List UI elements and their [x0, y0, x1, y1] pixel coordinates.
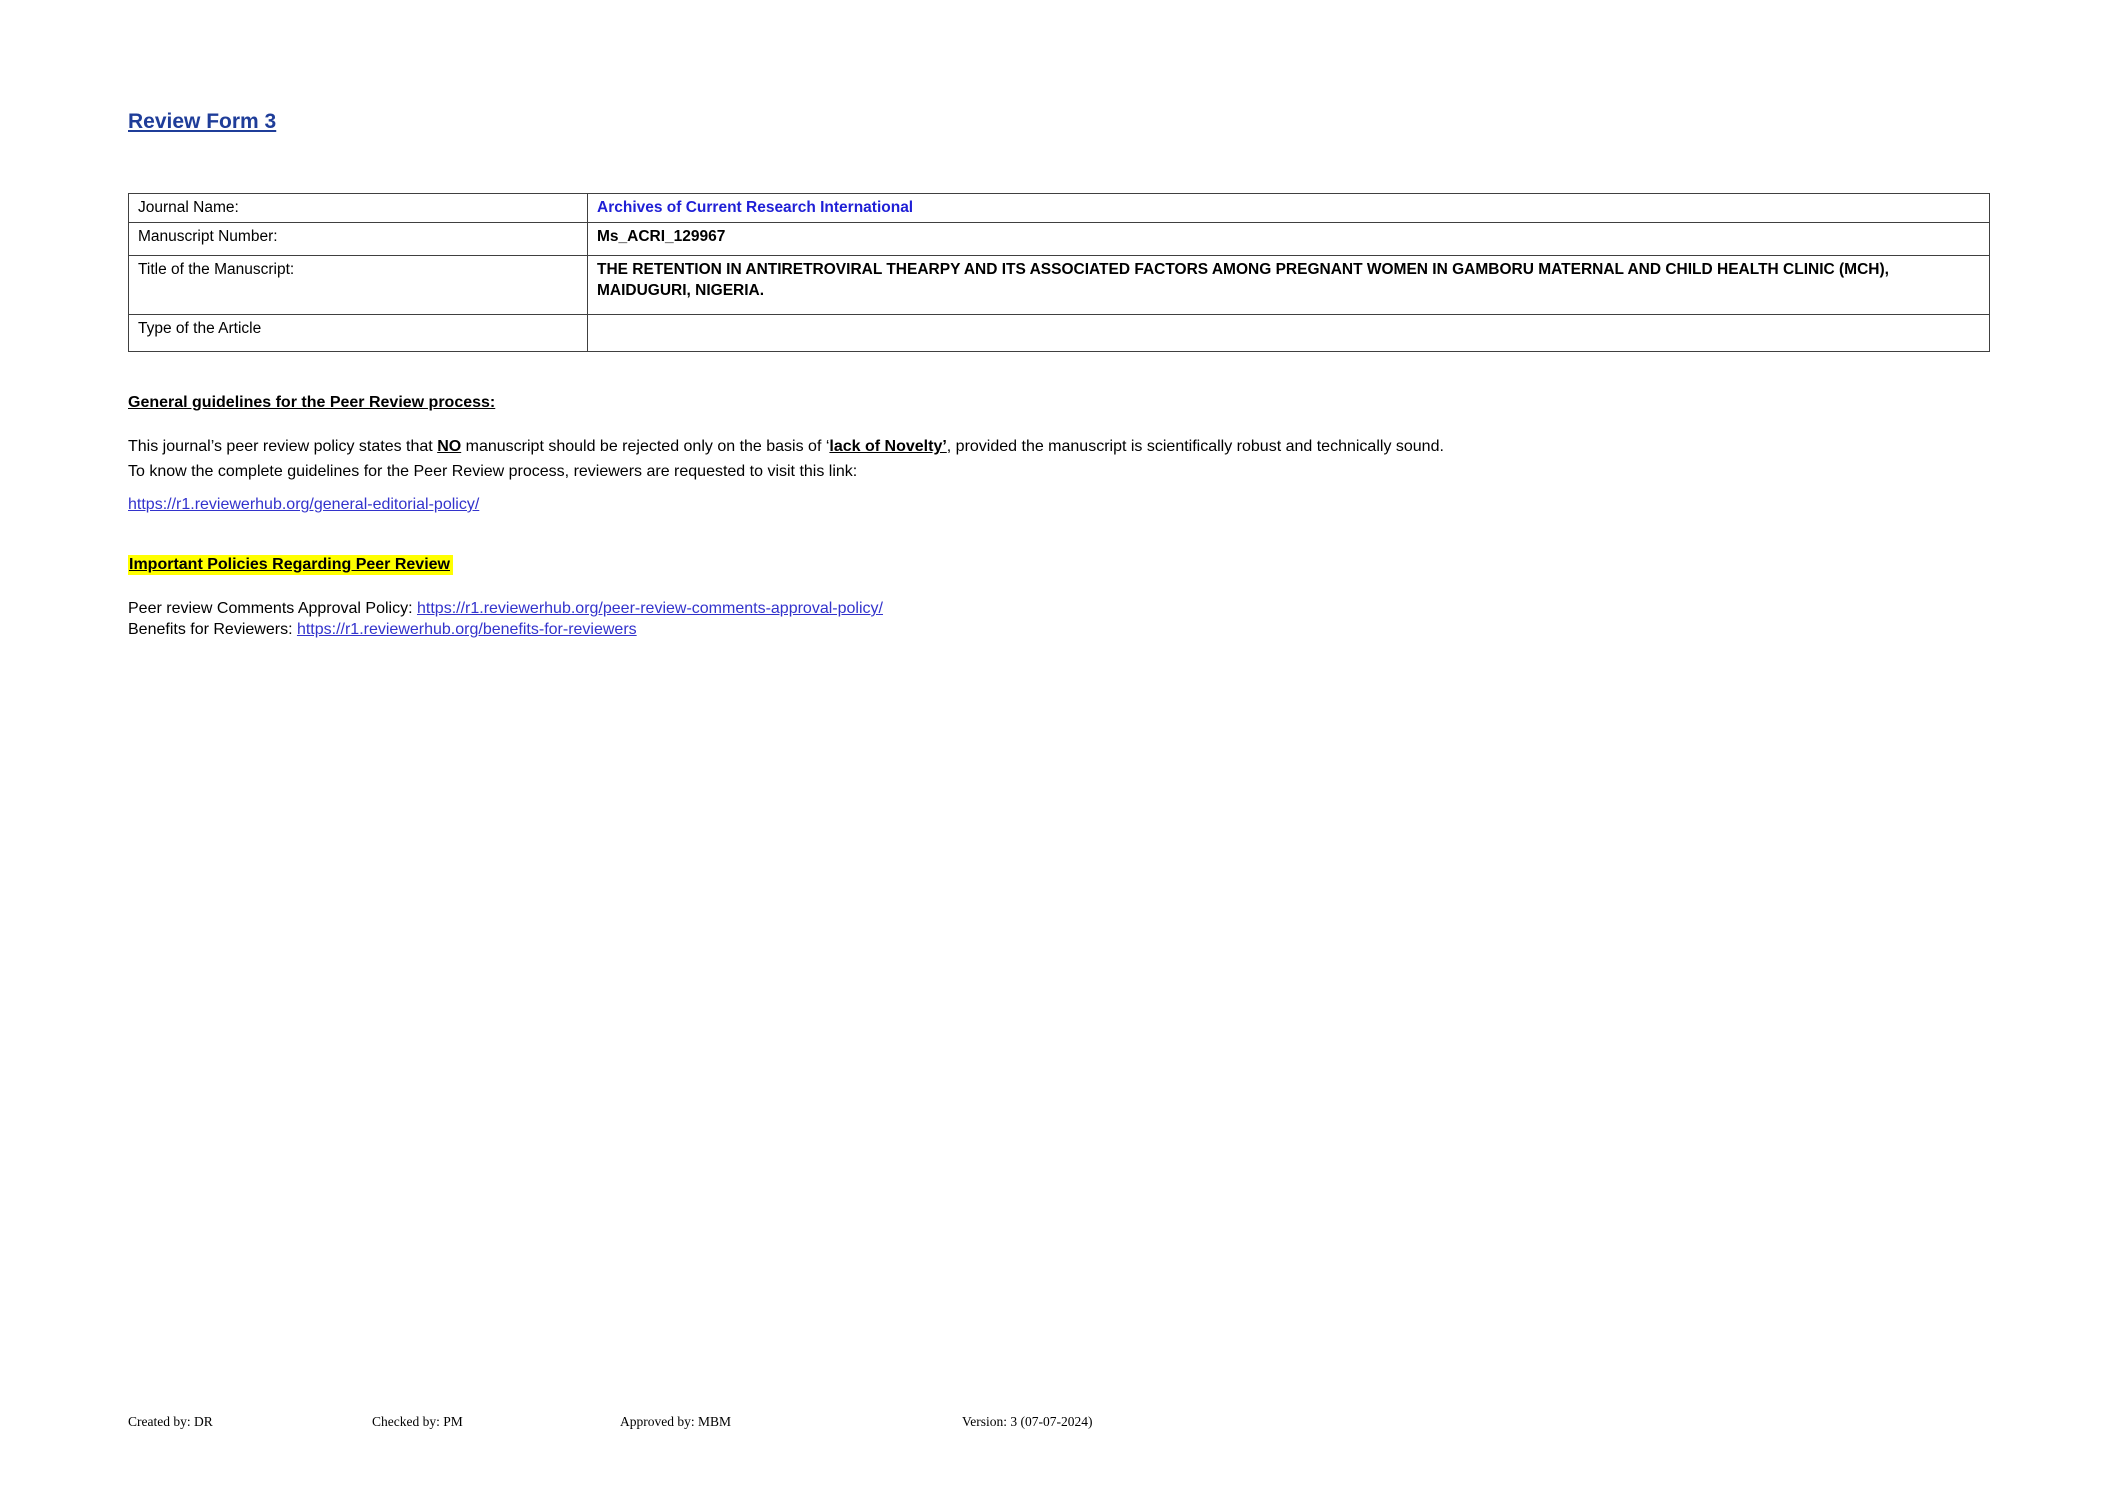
- benefits-for-reviewers-link[interactable]: https://r1.reviewerhub.org/benefits-for-reviewers: [296, 621, 637, 638]
- benefits-for-reviewers-label: Benefits for Reviewers:: [128, 621, 297, 638]
- footer-checked-by: Checked by: PM: [372, 1414, 463, 1429]
- policies-heading-wrap: [128, 556, 453, 574]
- footer-created-by: Created by: DR: [128, 1414, 213, 1429]
- page-title: Review Form 3: [128, 110, 277, 133]
- manuscript-number-label: Manuscript Number:: [129, 223, 588, 256]
- guidelines-paragraph-line1: [128, 434, 2008, 459]
- guidelines-heading: General guidelines for the Peer Review process:: [128, 394, 496, 411]
- para-text-3: , provided the manuscript is scientifically robust and technically sound.: [946, 438, 1444, 455]
- table-row-article-type: [129, 315, 1990, 352]
- comments-approval-policy-link[interactable]: https://r1.reviewerhub.org/peer-review-comments-approval-policy/: [417, 600, 883, 617]
- policy-links-block: [128, 598, 883, 640]
- guidelines-paragraph: [128, 434, 2008, 484]
- para-novelty-emphasis: lack of Novelty’: [829, 438, 947, 455]
- table-row-journal-name: [129, 194, 1990, 223]
- policy-line-benefits: [128, 619, 883, 640]
- footer-approved-by: Approved by: MBM: [620, 1414, 731, 1429]
- footer-version: Version: 3 (07-07-2024): [962, 1414, 1093, 1429]
- para-text-1: This journal’s peer review policy states that: [128, 438, 438, 455]
- manuscript-number-value: Ms_ACRI_129967: [588, 223, 1990, 256]
- article-type-label: Type of the Article: [129, 315, 588, 352]
- comments-approval-policy-label: Peer review Comments Approval Policy:: [128, 600, 417, 617]
- manuscript-title-value: THE RETENTION IN ANTIRETROVIRAL THEARPY AND ITS ASSOCIATED FACTORS AMONG PREGNANT WOMEN IN GAMBORU MATERNAL AND CHILD HEALTH CLINIC (MCH), MAIDUGURI, NIGERIA.: [588, 256, 1990, 315]
- guidelines-paragraph-line2: To know the complete guidelines for the Peer Review process, reviewers are requested to visit this link:: [128, 463, 858, 480]
- policy-line-comments-approval: [128, 598, 883, 619]
- manuscript-info-table: [128, 193, 1990, 352]
- table-row-manuscript-number: [129, 223, 1990, 256]
- journal-name-value: Archives of Current Research International: [588, 194, 1990, 223]
- para-text-2: manuscript should be rejected only on the basis of ‘: [461, 438, 830, 455]
- article-type-value-empty[interactable]: [588, 315, 1990, 352]
- para-no-emphasis: NO: [437, 438, 462, 455]
- table-row-manuscript-title: [129, 256, 1990, 315]
- general-editorial-policy-link[interactable]: https://r1.reviewerhub.org/general-editorial-policy/: [128, 496, 480, 513]
- policies-heading: Important Policies Regarding Peer Review: [128, 555, 453, 575]
- journal-name-label: Journal Name:: [129, 194, 588, 223]
- manuscript-title-label: Title of the Manuscript:: [129, 256, 588, 315]
